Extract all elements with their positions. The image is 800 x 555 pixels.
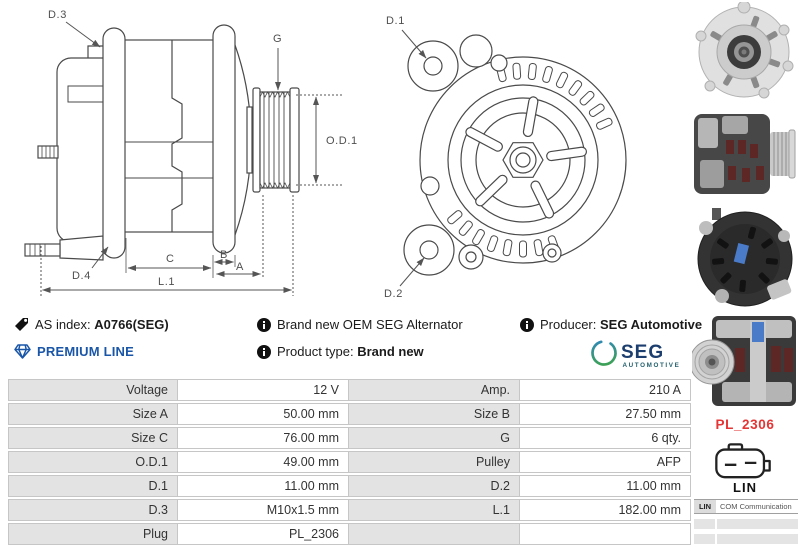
- spec-value: AFP: [520, 451, 691, 473]
- dim-label-od1: O.D.1: [326, 135, 358, 147]
- dim-label-d1: D.1: [386, 15, 405, 27]
- table-row: [8, 523, 691, 545]
- spec-value: 11.00 mm: [520, 475, 691, 497]
- spec-label: D.2: [349, 475, 520, 497]
- dim-label-c: C: [166, 253, 175, 265]
- dim-label-b: B: [220, 249, 228, 261]
- spec-label: Pulley: [349, 451, 520, 473]
- pin-function: COM Communication: [720, 502, 792, 511]
- dim-label-d3: D.3: [48, 9, 67, 21]
- table-row: [8, 379, 691, 401]
- spec-value: 6 qty.: [520, 427, 691, 449]
- product-type: [257, 344, 424, 359]
- table-row: [8, 403, 691, 425]
- spec-value: 11.00 mm: [178, 475, 349, 497]
- placeholder-cell: [717, 534, 798, 544]
- producer-label: Producer:: [540, 317, 600, 332]
- spec-value: M10x1.5 mm: [178, 499, 349, 521]
- spec-label: G: [349, 427, 520, 449]
- spec-value: PL_2306: [178, 523, 349, 545]
- spec-value: 27.50 mm: [520, 403, 691, 425]
- dim-label-d4: D.4: [72, 270, 91, 282]
- spec-table: [8, 379, 691, 547]
- dim-label-l1: L.1: [158, 276, 176, 288]
- spec-label: D.1: [8, 475, 178, 497]
- as-index: [14, 317, 169, 332]
- product-photo-2: [692, 104, 798, 204]
- spec-label: L.1: [349, 499, 520, 521]
- spec-value: 210 A: [520, 379, 691, 401]
- product-type-text: [277, 344, 424, 359]
- spec-label: [349, 523, 520, 545]
- alternator-front-view-diagram: [370, 0, 670, 310]
- info-icon: [520, 318, 534, 332]
- dim-label-g: G: [273, 33, 283, 45]
- placeholder-row: [694, 519, 798, 529]
- seg-automotive-logo: [590, 335, 690, 371]
- spec-value: 12 V: [178, 379, 349, 401]
- spec-label: Voltage: [8, 379, 178, 401]
- as-index-text: [35, 317, 169, 332]
- alternator-front-pulley-left-image: [692, 312, 798, 409]
- seg-logo-text: SEG: [621, 342, 665, 363]
- product-type-value: Brand new: [357, 344, 424, 359]
- spec-label: D.3: [8, 499, 178, 521]
- dim-label-a: A: [236, 261, 244, 273]
- seg-logo-subtext: AUTOMOTIVE: [622, 362, 681, 369]
- alternator-side-pulley-right-image: [692, 104, 798, 204]
- spec-label: Plug: [8, 523, 178, 545]
- spec-value: 50.00 mm: [178, 403, 349, 425]
- spec-value: 182.00 mm: [520, 499, 691, 521]
- spec-value: 49.00 mm: [178, 451, 349, 473]
- spec-label: O.D.1: [8, 451, 178, 473]
- spec-label: Amp.: [349, 379, 520, 401]
- placeholder-row: [694, 534, 798, 544]
- spec-label: Size A: [8, 403, 178, 425]
- producer-value: SEG Automotive: [599, 317, 703, 332]
- spec-value: [520, 523, 691, 545]
- product-photo-1: [692, 2, 798, 102]
- as-index-label: AS index:: [35, 317, 95, 332]
- producer-text: [540, 317, 702, 332]
- info-icon: [257, 345, 271, 359]
- spec-value: 76.00 mm: [178, 427, 349, 449]
- alternator-rear-black-image: [692, 206, 798, 310]
- spec-label: Size B: [349, 403, 520, 425]
- plug-connector-label: LIN: [733, 480, 757, 495]
- info-icon: [257, 318, 271, 332]
- product-description: [257, 317, 463, 332]
- producer: [520, 317, 702, 332]
- tag-icon: [14, 317, 29, 332]
- premium-line-text: PREMIUM LINE: [37, 344, 135, 359]
- pin-name: LIN: [694, 500, 716, 513]
- placeholder-cell: [694, 534, 715, 544]
- table-row: [8, 475, 691, 497]
- dim-label-d2: D.2: [384, 288, 403, 300]
- diamond-icon: [14, 344, 31, 359]
- premium-line-badge: [14, 344, 134, 359]
- alternator-front-silver-image: [692, 2, 798, 102]
- product-type-label: Product type:: [277, 344, 358, 359]
- placeholder-cell: [717, 519, 798, 529]
- spec-label: Size C: [8, 427, 178, 449]
- product-description-text: Brand new OEM SEG Alternator: [277, 317, 463, 332]
- product-photo-3: [692, 206, 798, 310]
- plug-connector-drawing: [712, 441, 774, 481]
- plug-code: PL_2306: [715, 417, 775, 432]
- table-row: [8, 427, 691, 449]
- product-photo-4: [692, 312, 798, 409]
- pin-row: [694, 499, 798, 514]
- as-index-value: A0766(SEG): [94, 317, 169, 332]
- table-row: [8, 499, 691, 521]
- alternator-side-view-diagram: [0, 0, 370, 310]
- pin-table: [694, 499, 798, 544]
- placeholder-cell: [694, 519, 715, 529]
- table-row: [8, 451, 691, 473]
